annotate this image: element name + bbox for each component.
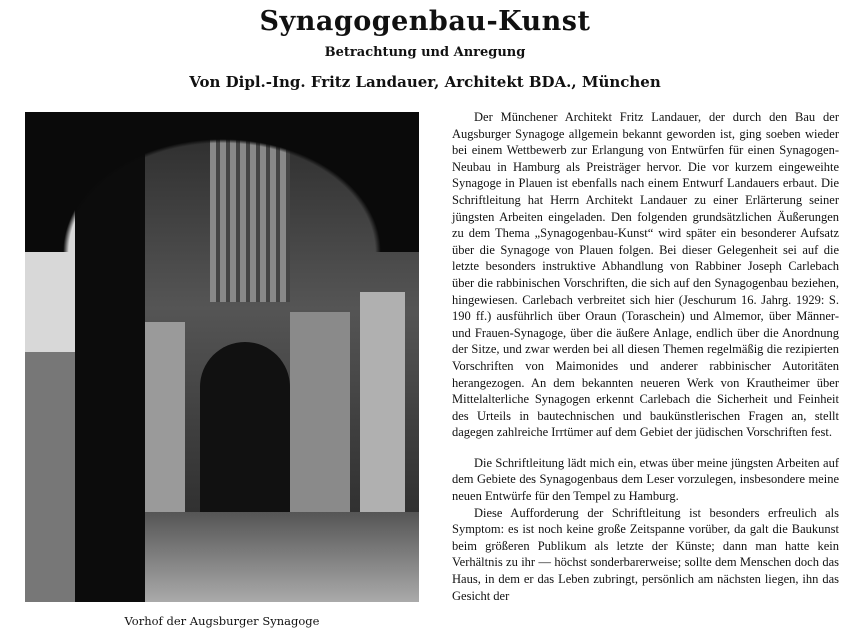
intro-paragraph: Der Münchener Architekt Fritz Landauer, der durch den Bau der Augsburger Synagoge allgemein bekannt geworden ist, ging soeben wieder bei einem Wettbewerb zur Erlangung von Entwürfen für einen Synagogen-Neubau in Hamburg als Preisträger hervor. Die vor kurzem eingeweihte Synagoge in Plauen ist ebenfalls nach einem Entwurf Landauers erbaut. Die Schriftleitung hat Herrn Architekt Landauer zu einer Erlärterung seiner jüngsten Arbeiten eingeladen. Den folgenden grundsätzlichen Äußerungen zu dem Thema „Synagogenbau-Kunst“ wird später ein besonderer Aufsatz über die Synagoge von Plauen folgen. Bei dieser Gelegenheit sei auf die letzte besonders instruktive Abhandlung von Rabbiner Joseph Carlebach über die rabbinischen Vorschriften, die sich auf den Synagogenbau beziehen, hingewiesen. Carlebach verbreitet sich hier (Jeschurum 16. Jahrg. 1929: S. 190 ff.) ausführlich über Oraun (Toraschein) und Almemor, über Männer- und Frauen-Synagoge, über die äußere Anlage, endlich über die Anordnung der Sitze, und zwar werden bei all diesen Themen regelmäßig die rezipierten Vorschriften von Maimonides und anderer rabbinischer Autoritäten herangezogen. An dem bekannten neueren Werk von Krautheimer über Mittelalterliche Synagogen erkennt Carlebach die Sicherheit und Feinheit des Urteils in bautechnischen und baukünstlerischen Fragen an, stellt dagegen zahlreiche Irrtümer auf dem Gebiet der jüdischen Vorschriften fest. [452,110,839,440]
article-byline: Von Dipl.-Ing. Fritz Landauer, Architekt BDA., München [189,73,661,91]
synagogue-courtyard-photo [25,112,419,602]
article-subtitle: Betrachtung und Anregung [324,45,526,60]
photo-caption: Vorhof der Augsburger Synagoge [124,614,320,628]
article-text-column [452,109,839,604]
body-paragraph-1: Die Schriftleitung lädt mich ein, etwas über meine jüngsten Arbeiten auf dem Gebiete des Synagogenbaus dem Leser vorzulegen, insbesondere meine neuen Entwürfe für den Tempel zu Hamburg. [452,455,839,504]
article-title: Synagogenbau-Kunst [259,6,591,37]
body-paragraph-2: Diese Aufforderung der Schriftleitung ist besonders erfreulich als Symptom: es ist noch keine große Zeitspanne vorüber, da galt die Baukunst beim größeren Publikum als letzte der Künste; dann man hatte kein Verhältnis zu ihr — höchst sonderbarerweise; sollte dem Menschen doch das Haus, in dem er das Leben zubringt, persönlich am nächsten liegen, ihn das Gesicht der [452,505,839,603]
